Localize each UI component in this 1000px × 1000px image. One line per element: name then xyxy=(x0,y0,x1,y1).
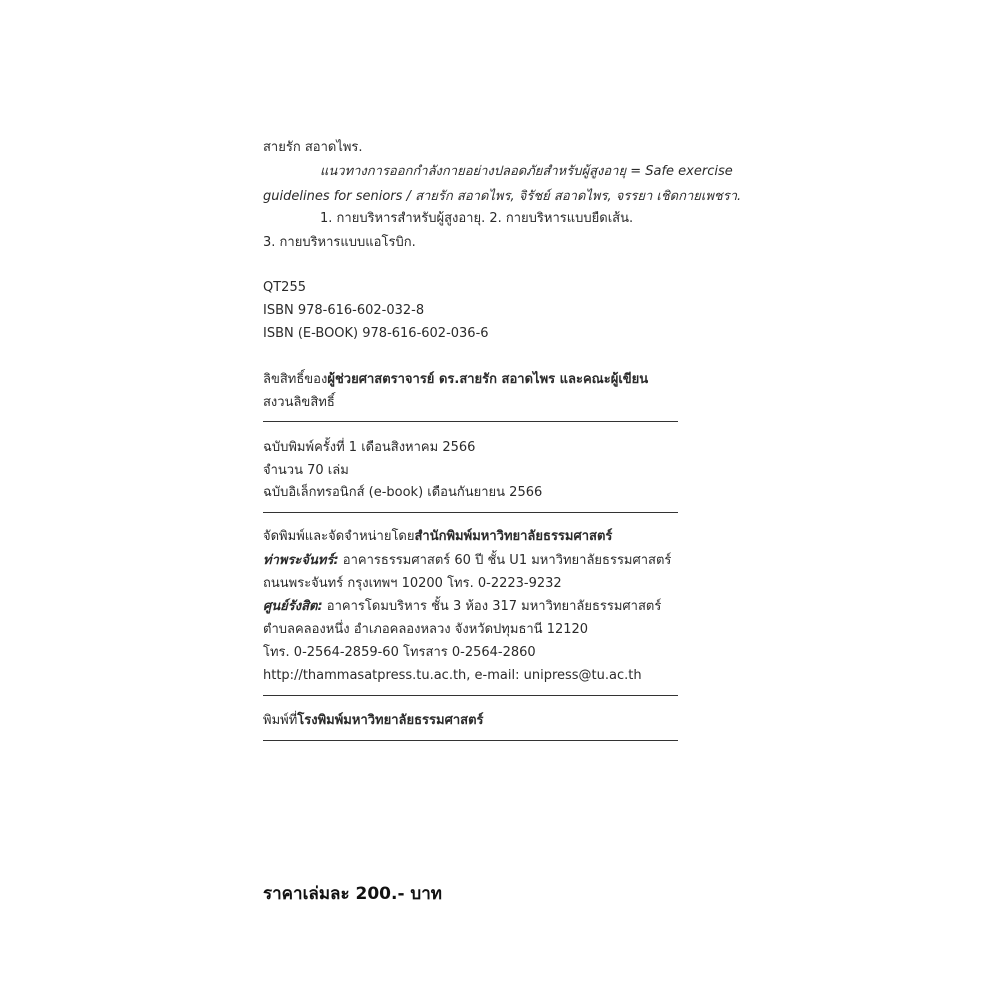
divider xyxy=(263,421,678,422)
author-line: สายรัก สอาดไพร. xyxy=(263,140,363,155)
printer-prefix: พิมพ์ที่ xyxy=(263,713,298,728)
rangsit-address-2: ตำบลคลองหนึ่ง อำเภอคลองหลวง จังหวัดปทุมธานี 12120 xyxy=(263,622,589,637)
subjects-line-1: 1. กายบริหารสำหรับผู้สูงอายุ. 2. กายบริหารแบบยืดเส้น. xyxy=(320,211,634,226)
copyright-prefix: ลิขสิทธิ์ของ xyxy=(263,372,328,387)
copyright-owner: ผู้ช่วยศาสตราจารย์ ดร.สายรัก สอาดไพร และคณะผู้เขียน xyxy=(327,372,649,387)
subjects-line-2: 3. กายบริหารแบบแอโรบิก. xyxy=(263,235,416,250)
copyright-owner-line xyxy=(263,371,648,389)
isbn: ISBN 978-616-602-032-8 xyxy=(263,303,425,318)
publisher-prefix: จัดพิมพ์และจัดจำหน่ายโดย xyxy=(263,529,415,544)
copyright-page xyxy=(263,0,742,1000)
ebook-edition: ฉบับอิเล็กทรอนิกส์ (e-book) เดือนกันยายน 2566 xyxy=(263,485,543,500)
price: ราคาเล่มละ 200.- บาท xyxy=(263,884,442,904)
publisher-line xyxy=(263,528,612,546)
first-print: ฉบับพิมพ์ครั้งที่ 1 เดือนสิงหาคม 2566 xyxy=(263,440,476,455)
rights-reserved: สงวนลิขสิทธิ์ xyxy=(263,395,335,410)
printer-name: โรงพิมพ์มหาวิทยาลัยธรรมศาสตร์ xyxy=(297,713,484,728)
tha-prachan-address-1: อาคารธรรมศาสตร์ 60 ปี ชั้น U1 มหาวิทยาลัยธรรมศาสตร์ xyxy=(338,553,672,568)
divider xyxy=(263,740,678,741)
copies-count: จำนวน 70 เล่ม xyxy=(263,463,349,478)
title-line-1: แนวทางการออกกำลังกายอย่างปลอดภัยสำหรับผู้สูงอายุ = Safe exercise xyxy=(320,164,733,179)
tha-prachan-address-2: ถนนพระจันทร์ กรุงเทพฯ 10200 โทร. 0-2223-9232 xyxy=(263,576,562,591)
rangsit-address-line-1 xyxy=(263,598,661,616)
tha-prachan-address-line-1 xyxy=(263,552,671,570)
web-email: http://thammasatpress.tu.ac.th, e-mail: unipress@tu.ac.th xyxy=(263,668,642,683)
call-number: QT255 xyxy=(263,280,306,295)
divider xyxy=(263,512,678,513)
tha-prachan-label: ท่าพระจันทร์: xyxy=(263,553,339,568)
title-line-2: guidelines for seniors / สายรัก สอาดไพร, จิรัชย์ สอาดไพร, จรรยา เชิดกายเพชรา. xyxy=(263,189,742,204)
publisher-name: สำนักพิมพ์มหาวิทยาลัยธรรมศาสตร์ xyxy=(414,529,613,544)
rangsit-label: ศูนย์รังสิต: xyxy=(263,599,323,614)
phone-fax: โทร. 0-2564-2859-60 โทรสาร 0-2564-2860 xyxy=(263,645,536,660)
printer-line xyxy=(263,712,484,730)
divider xyxy=(263,695,678,696)
rangsit-address-1: อาคารโดมบริหาร ชั้น 3 ห้อง 317 มหาวิทยาลัยธรรมศาสตร์ xyxy=(322,599,662,614)
isbn-ebook: ISBN (E-BOOK) 978-616-602-036-6 xyxy=(263,326,489,341)
